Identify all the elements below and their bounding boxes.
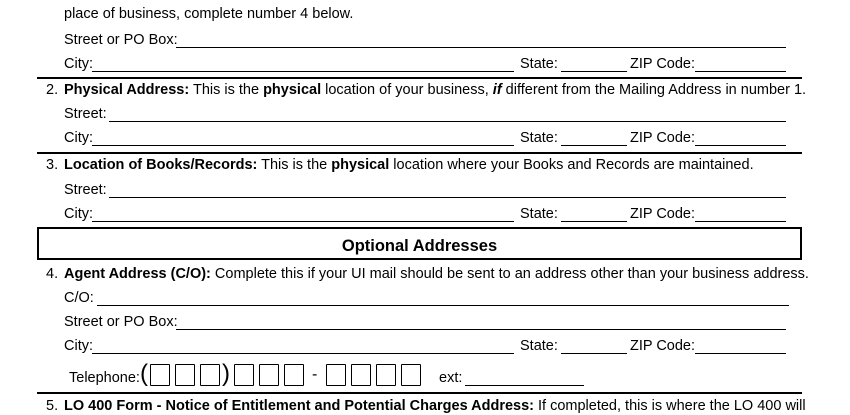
section2-number: 2.	[46, 82, 59, 98]
phone-line-digit-4[interactable]	[401, 364, 421, 386]
area-code-digit-1[interactable]	[150, 364, 170, 386]
section2-state-label: State:	[520, 130, 558, 146]
section4-number: 4.	[46, 266, 59, 282]
section3-city-field[interactable]	[92, 221, 514, 222]
section5-desc: If completed, this is where the LO 400 will	[538, 398, 806, 414]
section3-state-field[interactable]	[561, 221, 627, 222]
section3-desc-a: This is the	[261, 157, 332, 173]
section4-title: Agent Address (C/O):	[64, 266, 211, 282]
section1-intro-text: place of business, complete number 4 below.	[64, 6, 354, 22]
section2-desc-d: if	[492, 82, 502, 98]
section2-desc-a: This is the	[192, 82, 264, 98]
phone-prefix-digit-1[interactable]	[234, 364, 254, 386]
section1-street-label: Street or PO Box:	[64, 32, 178, 48]
section3-street-field[interactable]	[109, 197, 786, 198]
section1-zip-field[interactable]	[695, 71, 786, 72]
section3-desc-b: physical	[331, 157, 390, 173]
section1-street-field[interactable]	[176, 47, 786, 48]
phone-line-digit-2[interactable]	[351, 364, 371, 386]
section2-zip-label: ZIP Code:	[630, 130, 696, 146]
section3-zip-field[interactable]	[695, 221, 786, 222]
section1-state-field[interactable]	[561, 71, 627, 72]
section4-co-label: C/O:	[64, 290, 94, 306]
section2-title: Physical Address:	[64, 82, 190, 98]
section1-zip-label: ZIP Code:	[630, 56, 696, 72]
telephone-label: Telephone:	[69, 370, 140, 386]
section2-state-field[interactable]	[561, 145, 627, 146]
section-divider	[37, 77, 802, 79]
section-divider	[37, 392, 802, 394]
area-code-digit-3[interactable]	[200, 364, 220, 386]
section3-desc-c: location where your Books and Records are maintained.	[389, 157, 754, 173]
ext-label: ext:	[439, 370, 463, 386]
section4-city-field[interactable]	[92, 353, 514, 354]
section4-desc: Complete this if your UI mail should be sent to an address other than your business address.	[214, 266, 809, 282]
section3-street-label: Street:	[64, 182, 107, 198]
phone-line-digit-1[interactable]	[326, 364, 346, 386]
heading-border-right	[800, 227, 802, 260]
section2-zip-field[interactable]	[695, 145, 786, 146]
phone-prefix-digit-3[interactable]	[284, 364, 304, 386]
section5-title: LO 400 Form - Notice of Entitlement and Potential Charges Address:	[64, 398, 534, 414]
section-divider	[37, 227, 802, 229]
section1-city-field[interactable]	[92, 71, 514, 72]
section2-desc-b: physical	[263, 82, 322, 98]
telephone-dash: -	[312, 366, 318, 383]
section5-number: 5.	[46, 398, 59, 414]
section-divider	[37, 152, 802, 154]
section5-heading	[64, 398, 806, 415]
section2-heading	[64, 82, 806, 99]
heading-border-left	[37, 227, 39, 260]
section-divider	[37, 258, 802, 260]
section3-number: 3.	[46, 157, 59, 173]
section3-title: Location of Books/Records:	[64, 157, 258, 173]
optional-addresses-heading: Optional Addresses	[341, 237, 498, 255]
ext-field[interactable]	[465, 385, 584, 386]
section4-zip-field[interactable]	[695, 353, 786, 354]
section4-zip-label: ZIP Code:	[630, 338, 696, 354]
section3-city-label: City:	[64, 206, 93, 222]
phone-prefix-digit-2[interactable]	[259, 364, 279, 386]
section4-street-label: Street or PO Box:	[64, 314, 178, 330]
section4-heading	[64, 266, 809, 283]
section2-city-field[interactable]	[92, 145, 514, 146]
section1-city-label: City:	[64, 56, 93, 72]
section2-street-field[interactable]	[109, 121, 786, 122]
telephone-open-paren: (	[140, 360, 148, 387]
section2-city-label: City:	[64, 130, 93, 146]
section4-city-label: City:	[64, 338, 93, 354]
section3-zip-label: ZIP Code:	[630, 206, 696, 222]
section4-co-field[interactable]	[97, 305, 789, 306]
telephone-close-paren: )	[222, 360, 230, 387]
section2-desc-e: different from the Mailing Address in number 1.	[501, 82, 807, 98]
phone-line-digit-3[interactable]	[376, 364, 396, 386]
section1-state-label: State:	[520, 56, 558, 72]
section2-street-label: Street:	[64, 106, 107, 122]
section4-state-label: State:	[520, 338, 558, 354]
section4-street-field[interactable]	[176, 329, 786, 330]
area-code-digit-2[interactable]	[175, 364, 195, 386]
section4-state-field[interactable]	[561, 353, 627, 354]
section3-state-label: State:	[520, 206, 558, 222]
section2-desc-c: location of your business,	[321, 82, 493, 98]
section3-heading	[64, 157, 754, 174]
